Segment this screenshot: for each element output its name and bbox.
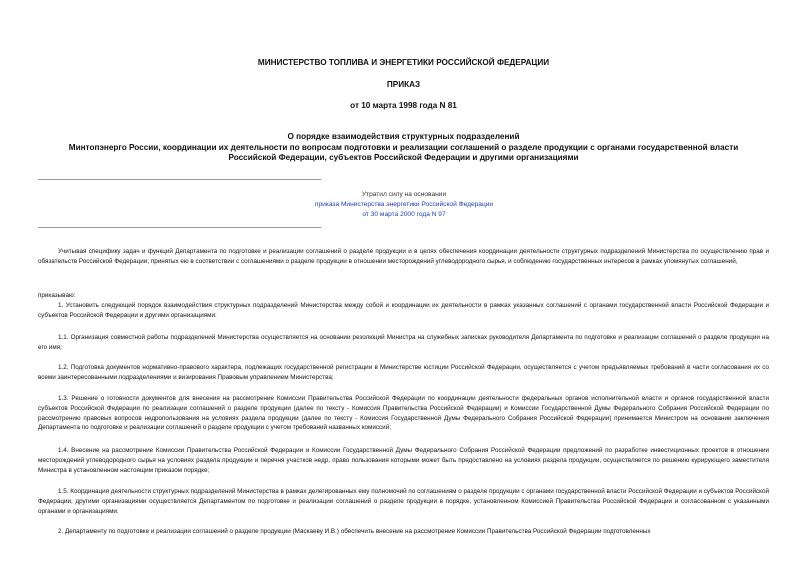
document-title-line-2: Минтопэнерго России, координации их деятельности по вопросам подготовки и реализации соглашений о разделе продукции с органами государственной власти: [68, 142, 739, 152]
document-title: [0, 132, 807, 164]
paragraph-1-3: 1.3. Решение о готовности документов для внесения на рассмотрение Комиссии Правительства Российской Федерации по координации деятельности федеральных органов исполнительной власти и органов государственной власти субъектов Российской Федерации по реализации соглашений о разделе продукции (далее по тексту - Комиссия Правительства Российской Федерации) и Комиссии Государственной Думы Федерального Собрания Российской Федерации по рассмотрению правовых вопросов недропользования на условиях раздела продукции (далее по тексту - Комиссия Государственной Думы Федерального Собрания Российской Федерации) принимается Министром на основании заключения Департамента по подготовке и реализации соглашений о разделе продукции с учетом требований названных комиссий;: [38, 395, 769, 432]
divider-top: [38, 179, 321, 180]
status-note-text: Утратил силу на основании: [361, 191, 447, 198]
document-type-heading: ПРИКАЗ: [386, 80, 421, 89]
document-date-number: от 10 марта 1998 года N 81: [350, 101, 457, 110]
paragraph-1-1: 1.1. Организация совместной работы подразделений Министерства осуществляется на основании резолюций Министра на служебных записках руководителя Департамента по подготовке и реализации соглашений о разделе продукции на его имя;: [38, 334, 769, 351]
paragraph-order-word: приказываю:: [38, 292, 76, 299]
repeal-order-link-line-2[interactable]: от 30 марта 2000 года N 97: [362, 211, 446, 218]
paragraph-1-2: 1.2. Подготовка документов нормативно-правового характера, подлежащих государственной регистрации в Министерстве юстиции Российской Федерации, осуществляется с учетом предъявляемых требований в части согласования их со всеми заинтересованными подразделениями и визирования Правовым управлением Министерства;: [38, 364, 769, 381]
paragraph-2: 2. Департаменту по подготовке и реализации соглашений о разделе продукции (Маскаеву И.В.) обеспечить внесение на рассмотрение Комиссии Правительства Российской Федерации подготовленных: [58, 528, 651, 535]
divider-bottom: [38, 227, 321, 228]
document-title-line-1: О порядке взаимодействия структурных подразделений: [287, 132, 520, 141]
document-title-line-3: Российской Федерации, субъектов Российской Федерации и другими организациями: [228, 153, 579, 162]
paragraph-1-5: 1.5. Координация деятельности структурных подразделений Министерства в рамках делегированных ему полномочий по соглашениям о разделе продукции с органами государственной власти Российской Федерации и субъектов Российской Федерации, другими организациями осуществляется Департаментом по подготовке и реализации соглашений о разделе продукции в порядке, установленном Комиссией Правительства Российской Федерации и согласованном с указанными органами и организациями.: [38, 488, 769, 515]
ministry-heading: МИНИСТЕРСТВО ТОПЛИВА И ЭНЕРГЕТИКИ РОССИЙСКОЙ ФЕДЕРАЦИИ: [257, 58, 550, 67]
repeal-order-link-line-1[interactable]: приказа Министерства энергетики Российской Федерации: [314, 201, 494, 208]
paragraph-1: 1. Установить следующий порядок взаимодействия структурных подразделений Министерства между собой и координации их деятельности в рамках указанных соглашений с органами государственной власти Российской Федерации и субъектов Российской Федерации и другими организациями:: [38, 302, 769, 319]
paragraph-preamble: Учитывая специфику задач и функций Департамента по подготовке и реализации соглашений о разделе продукции и в целях обеспечения координации деятельности структурных подразделений Министерства по осуществлению прав и обязательств Российской Федерации, принятых ею в соответствии с соглашениями о разделе продукции в отношении месторождений углеводородного сырья, и соблюдению государственных интересов в рамках упомянутых соглашений,: [38, 248, 769, 265]
paragraph-1-4: 1.4. Внесение на рассмотрение Комиссии Правительства Российской Федерации и Комиссии Государственной Думы Федерального Собрания Российской Федерации предложений по разработке инвестиционных проектов в отношении месторождений углеводородного сырья на условиях раздела продукции и перечня участков недр, право пользования которыми может быть предоставлено на условиях раздела продукции, осуществляется по решению курирующего заместителя Министра в установленном настоящим приказом порядке;: [38, 447, 769, 474]
